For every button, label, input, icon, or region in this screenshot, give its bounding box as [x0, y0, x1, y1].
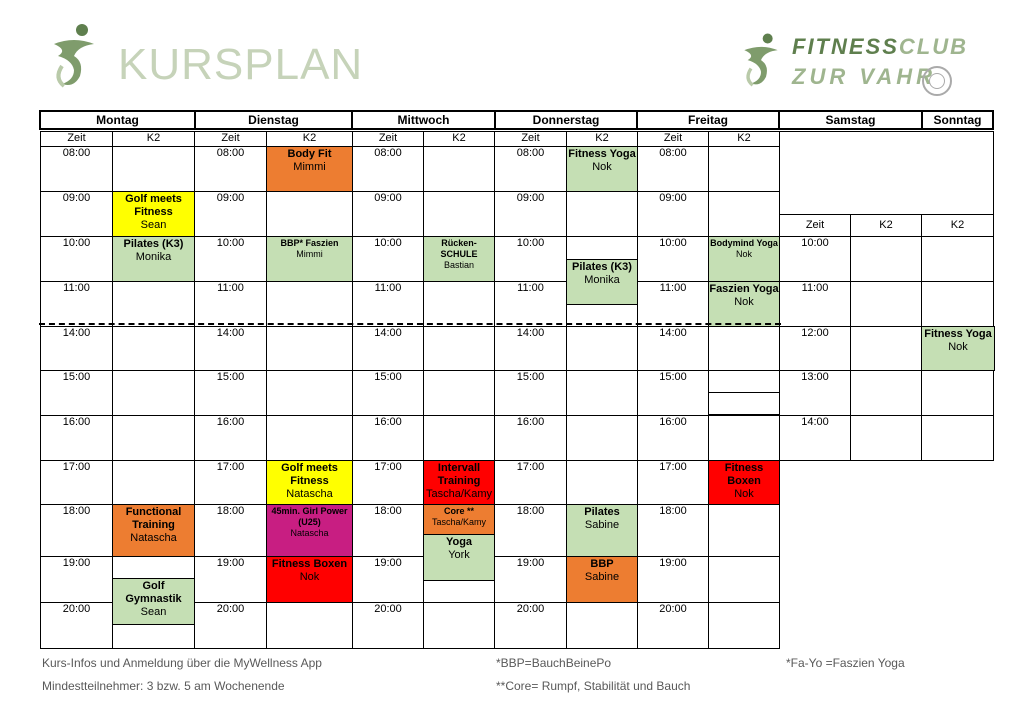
- course-trainer: Mimmi: [296, 249, 323, 259]
- cell-text: 16:00: [659, 416, 687, 428]
- k2-cell: [266, 281, 353, 327]
- cell-text: 16:00: [516, 416, 545, 428]
- time-cell: [637, 415, 709, 461]
- weekend-k2-cell: [850, 370, 922, 416]
- time-cell: [352, 326, 424, 371]
- footer-fayo-note: *Fa-Yo =Faszien Yoga: [786, 656, 905, 670]
- time-cell: [352, 460, 424, 505]
- club-name-line2: ZUR VAHR: [792, 64, 937, 89]
- cell-text: 11:00: [517, 282, 544, 294]
- cell-text: 10:00: [62, 237, 91, 249]
- course-mi_intervall: [423, 460, 495, 505]
- course-trainer: Sabine: [584, 519, 620, 531]
- time-cell: [494, 281, 567, 327]
- time-cell: [352, 191, 424, 237]
- time-cell: [352, 504, 424, 557]
- k2-cell: [708, 556, 780, 603]
- weekend-k2-cell: [921, 415, 994, 461]
- course-mo_golf: [112, 191, 195, 237]
- zeit-header: [637, 131, 709, 147]
- course-name: BBP: [590, 558, 614, 570]
- cell-text: 10:00: [216, 237, 245, 249]
- weekend-k2-cell: [850, 236, 922, 282]
- course-name: Intervall Training: [437, 462, 481, 487]
- time-cell: [637, 281, 709, 327]
- time-cell: [40, 191, 113, 237]
- cell-text: K2: [737, 132, 751, 144]
- course-name: Pilates: [584, 506, 620, 518]
- course-di_bbp: [266, 236, 353, 282]
- course-trainer: Sabine: [584, 571, 620, 583]
- time-cell: [637, 326, 709, 371]
- cell-text: 15:00: [62, 371, 91, 383]
- weekend-time-cell: [779, 281, 851, 327]
- course-name: Pilates (K3): [572, 261, 632, 273]
- k2-cell: [566, 191, 638, 237]
- time-cell: [637, 602, 709, 649]
- time-cell: [637, 460, 709, 505]
- course-name: Functional Training: [125, 506, 182, 531]
- k2-cell: [708, 415, 780, 461]
- course-name: 45min. Girl Power (U25): [271, 506, 348, 527]
- cell-text: 20:00: [62, 603, 91, 615]
- cell-text: 10:00: [516, 237, 545, 249]
- cell-text: K2: [146, 132, 161, 144]
- time-cell: [352, 370, 424, 416]
- cell-text: 10:00: [801, 237, 829, 249]
- course-do_fitnessyoga: [566, 146, 638, 192]
- cell-text: 14:00: [659, 327, 687, 339]
- time-cell: [40, 556, 113, 603]
- weekend-time-cell: [779, 370, 851, 416]
- cell-text: 11:00: [374, 282, 402, 294]
- course-di_bodyfit: [266, 146, 353, 192]
- course-do_pilates: [566, 259, 638, 305]
- course-di_boxen: [266, 556, 353, 603]
- cell-text: 20:00: [216, 603, 245, 615]
- k2-cell: [423, 281, 495, 327]
- k2-cell: [708, 146, 780, 192]
- cell-text: 18:00: [659, 505, 687, 517]
- course-trainer: Monika: [584, 274, 620, 286]
- cell-text: 15:00: [659, 371, 687, 383]
- course-mi_core: [423, 504, 495, 535]
- k2-cell: [266, 191, 353, 237]
- course-trainer: Nok: [299, 571, 320, 583]
- course-fr_boxen: [708, 460, 780, 505]
- k2-cell: [708, 602, 780, 649]
- course-so_fitnessyoga: [921, 326, 995, 371]
- course-trainer: Nok: [734, 488, 754, 500]
- k2-cell: [708, 191, 780, 237]
- course-trainer: Natascha: [290, 528, 329, 538]
- k2-cell: [423, 191, 495, 237]
- time-cell: [494, 460, 567, 505]
- cell-text: Zeit: [663, 132, 683, 144]
- time-cell: [194, 504, 267, 557]
- zeit-header: [494, 131, 567, 147]
- course-trainer: Mimmi: [293, 161, 326, 173]
- cell-text: Zeit: [221, 132, 240, 144]
- course-name: BBP* Faszien: [280, 238, 339, 248]
- cell-text: 20:00: [659, 603, 687, 615]
- course-name: Bodymind Yoga: [710, 238, 778, 248]
- club-logo-small-icon: [736, 26, 786, 96]
- time-cell: [194, 281, 267, 327]
- time-cell: [40, 370, 113, 416]
- course-mo_golfgym: [112, 578, 195, 625]
- cell-text: 09:00: [516, 192, 545, 204]
- cell-text: 16:00: [216, 416, 245, 428]
- cell-text: 19:00: [659, 557, 687, 569]
- cell-text: 17:00: [374, 461, 402, 473]
- k2-header: [112, 131, 195, 147]
- time-cell: [352, 602, 424, 649]
- course-name: Golf Gymnastik: [125, 580, 182, 605]
- weekend-k2-cell: [850, 281, 922, 327]
- weekend-time-cell: [779, 236, 851, 282]
- k2-cell: [266, 326, 353, 371]
- course-trainer: Bastian: [443, 260, 475, 270]
- course-trainer: Nok: [735, 249, 752, 259]
- time-cell: [494, 504, 567, 557]
- time-break-line: [39, 323, 781, 325]
- footer-min-participants: Mindestteilnehmer: 3 bzw. 5 am Wochenende: [42, 679, 285, 693]
- cell-text: 10:00: [374, 237, 402, 249]
- cell-text: 19:00: [374, 557, 402, 569]
- cell-text: 09:00: [374, 192, 402, 204]
- time-cell: [40, 460, 113, 505]
- cell-text: 12:00: [801, 327, 829, 339]
- time-cell: [637, 236, 709, 282]
- time-cell: [352, 236, 424, 282]
- course-mi_ruecken: [423, 236, 495, 282]
- zeit-header: [779, 214, 851, 237]
- cell-text: 19:00: [62, 557, 91, 569]
- cell-text: 09:00: [62, 192, 91, 204]
- cell-text: 17:00: [62, 461, 91, 473]
- day-header-montag: Montag: [39, 110, 196, 130]
- course-mi_yoga: [423, 534, 495, 581]
- cell-text: 09:00: [216, 192, 245, 204]
- course-trainer: Nok: [734, 296, 754, 308]
- course-trainer: Nok: [592, 161, 612, 173]
- zeit-header: [194, 131, 267, 147]
- course-name: Yoga: [445, 536, 473, 548]
- cell-text: 11:00: [217, 282, 244, 294]
- course-trainer: Natascha: [130, 532, 177, 544]
- time-cell: [40, 146, 113, 192]
- time-cell: [637, 146, 709, 192]
- course-name: Body Fit: [287, 148, 332, 160]
- k2-cell: [112, 281, 195, 327]
- course-trainer: Sean: [140, 606, 167, 618]
- k2-cell: [423, 602, 495, 649]
- course-mo_functional: [112, 504, 195, 557]
- course-trainer: York: [448, 549, 470, 561]
- course-do_bbp: [566, 556, 638, 603]
- k2-cell: [566, 602, 638, 649]
- time-cell: [40, 236, 113, 282]
- cell-text: 14:00: [374, 327, 402, 339]
- course-trainer: Monika: [135, 251, 172, 263]
- k2-cell: [112, 460, 195, 505]
- time-cell: [494, 602, 567, 649]
- k2-header: [423, 131, 495, 147]
- cell-text: Zeit: [378, 132, 398, 144]
- k2-cell: [566, 460, 638, 505]
- cell-text: Zeit: [521, 132, 540, 144]
- cell-text: 08:00: [374, 147, 402, 159]
- cell-text: 16:00: [374, 416, 402, 428]
- course-trainer: Tascha/Kamy: [425, 488, 493, 500]
- time-cell: [194, 460, 267, 505]
- cell-text: 11:00: [801, 282, 829, 294]
- k2-header: [708, 131, 780, 147]
- club-logo-icon: [44, 22, 104, 92]
- weekend-k2-cell: [921, 236, 994, 282]
- page-title: KURSPLAN: [118, 40, 364, 89]
- time-cell: [494, 370, 567, 416]
- k2-header: [921, 214, 994, 237]
- cell-text: 13:00: [801, 371, 829, 383]
- k2-cell: [266, 370, 353, 416]
- course-di_girlpower: [266, 504, 353, 557]
- cell-text: Zeit: [67, 132, 86, 144]
- time-cell: [352, 146, 424, 192]
- course-name: Fitness Yoga: [924, 328, 992, 340]
- course-name: Fitness Boxen: [271, 558, 348, 570]
- time-cell: [194, 146, 267, 192]
- weekend-k2-cell: [850, 415, 922, 461]
- k2-header: [850, 214, 922, 237]
- k2-cell: [112, 415, 195, 461]
- course-name: Rücken-SCHULE: [440, 238, 478, 259]
- k2-cell: [566, 415, 638, 461]
- cell-text: 08:00: [659, 147, 687, 159]
- time-cell: [352, 415, 424, 461]
- footer-info: Kurs-Infos und Anmeldung über die MyWellness App: [42, 656, 322, 670]
- cell-text: 11:00: [659, 282, 687, 294]
- k2-cell: [566, 370, 638, 416]
- cell-text: 14:00: [516, 327, 545, 339]
- time-cell: [494, 556, 567, 603]
- cell-text: K2: [950, 219, 965, 231]
- time-cell: [40, 415, 113, 461]
- cell-text: K2: [302, 132, 317, 144]
- club-name-line1: FITNESSCLUB: [792, 34, 969, 59]
- cell-text: 18:00: [516, 505, 545, 517]
- course-name: Core **: [443, 506, 474, 516]
- zeit-header: [352, 131, 424, 147]
- day-header-samstag: Samstag: [778, 110, 923, 130]
- time-cell: [194, 236, 267, 282]
- course-mo_pilates: [112, 236, 195, 282]
- time-cell: [194, 326, 267, 371]
- k2-cell: [266, 415, 353, 461]
- k2-cell: [112, 370, 195, 416]
- k2-header: [266, 131, 353, 147]
- weekend-k2-cell: [921, 370, 994, 416]
- time-cell: [637, 191, 709, 237]
- k2-cell: [112, 326, 195, 371]
- time-cell: [637, 504, 709, 557]
- weekend-time-cell: [779, 415, 851, 461]
- weekend-top-blank: [779, 131, 994, 214]
- cell-text: 15:00: [516, 371, 545, 383]
- cell-text: 08:00: [516, 147, 545, 159]
- cell-text: K2: [879, 219, 893, 231]
- k2-cell: [112, 146, 195, 192]
- weekend-time-cell: [779, 326, 851, 371]
- course-name: Fitness Yoga: [568, 148, 636, 160]
- cell-text: 18:00: [374, 505, 402, 517]
- cell-text: 14:00: [801, 416, 829, 428]
- time-cell: [194, 191, 267, 237]
- cell-text: 17:00: [216, 461, 245, 473]
- cell-text: 09:00: [659, 192, 687, 204]
- course-name: Fitness Boxen: [724, 462, 764, 487]
- cell-text: 17:00: [659, 461, 687, 473]
- k2-cell: [566, 326, 638, 371]
- cell-text: 14:00: [216, 327, 245, 339]
- cell-text: 15:00: [374, 371, 402, 383]
- course-trainer: Tascha/Kamy: [431, 517, 487, 527]
- k2-cell: [266, 602, 353, 649]
- course-name: Faszien Yoga: [709, 283, 779, 295]
- k2-cell: [423, 370, 495, 416]
- course-fr_faszien: [708, 281, 780, 327]
- cell-text: 19:00: [516, 557, 545, 569]
- cell-text: 17:00: [516, 461, 545, 473]
- cell-text: 20:00: [374, 603, 402, 615]
- time-cell: [352, 281, 424, 327]
- cell-text: 20:00: [516, 603, 545, 615]
- time-cell: [40, 281, 113, 327]
- time-cell: [494, 415, 567, 461]
- time-cell: [494, 146, 567, 192]
- time-cell: [40, 602, 113, 649]
- time-cell: [194, 370, 267, 416]
- footer-bbp-note: *BBP=BauchBeinePo: [496, 656, 612, 670]
- footer-core-note: **Core= Rumpf, Stabilität und Bauch: [496, 679, 691, 693]
- time-cell: [40, 504, 113, 557]
- time-cell: [494, 326, 567, 371]
- cell-text: 15:00: [216, 371, 245, 383]
- time-cell: [352, 556, 424, 603]
- time-cell: [194, 556, 267, 603]
- cell-text: 18:00: [62, 505, 91, 517]
- k2-cell: [708, 504, 780, 557]
- cell-text: Zeit: [805, 219, 825, 231]
- k2-header: [566, 131, 638, 147]
- cell-text: 14:00: [62, 327, 91, 339]
- cell-text: 18:00: [216, 505, 245, 517]
- course-trainer: Sean: [140, 219, 167, 231]
- weekend-k2-cell: [921, 281, 994, 327]
- time-cell: [194, 415, 267, 461]
- course-fr_bodymind: [708, 236, 780, 282]
- cell-text: 08:00: [216, 147, 245, 159]
- seal-inner-icon: [929, 73, 945, 89]
- time-cell: [637, 370, 709, 416]
- time-cell: [494, 191, 567, 237]
- k2-cell: [708, 326, 780, 371]
- course-name: Golf meets Fitness: [281, 462, 338, 487]
- course-trainer: Natascha: [286, 488, 333, 500]
- k2-cell: [423, 415, 495, 461]
- k2-cell: [423, 326, 495, 371]
- course-di_golf: [266, 460, 353, 505]
- k2-cell: [423, 146, 495, 192]
- day-header-freitag: Freitag: [636, 110, 780, 130]
- time-cell: [637, 556, 709, 603]
- cell-text: K2: [595, 132, 609, 144]
- cell-text: 08:00: [62, 147, 91, 159]
- cell-text: 11:00: [63, 282, 90, 294]
- cell-text: 19:00: [216, 557, 245, 569]
- day-header-mittwoch: Mittwoch: [351, 110, 496, 130]
- day-header-donnerstag: Donnerstag: [494, 110, 638, 130]
- day-header-dienstag: Dienstag: [194, 110, 353, 130]
- zeit-header: [40, 131, 113, 147]
- course-name: Pilates (K3): [123, 238, 184, 250]
- cell-text: 16:00: [62, 416, 91, 428]
- course-do_pilates2: [566, 504, 638, 557]
- k2-split-cell: [708, 392, 780, 415]
- course-name: Golf meets Fitness: [125, 193, 182, 218]
- cell-text: 10:00: [659, 237, 687, 249]
- course-trainer: Nok: [948, 341, 968, 353]
- time-cell: [494, 236, 567, 282]
- time-cell: [194, 602, 267, 649]
- day-header-sonntag: Sonntag: [921, 110, 994, 130]
- cell-text: K2: [452, 132, 466, 144]
- time-cell: [40, 326, 113, 371]
- weekend-k2-cell: [850, 326, 922, 371]
